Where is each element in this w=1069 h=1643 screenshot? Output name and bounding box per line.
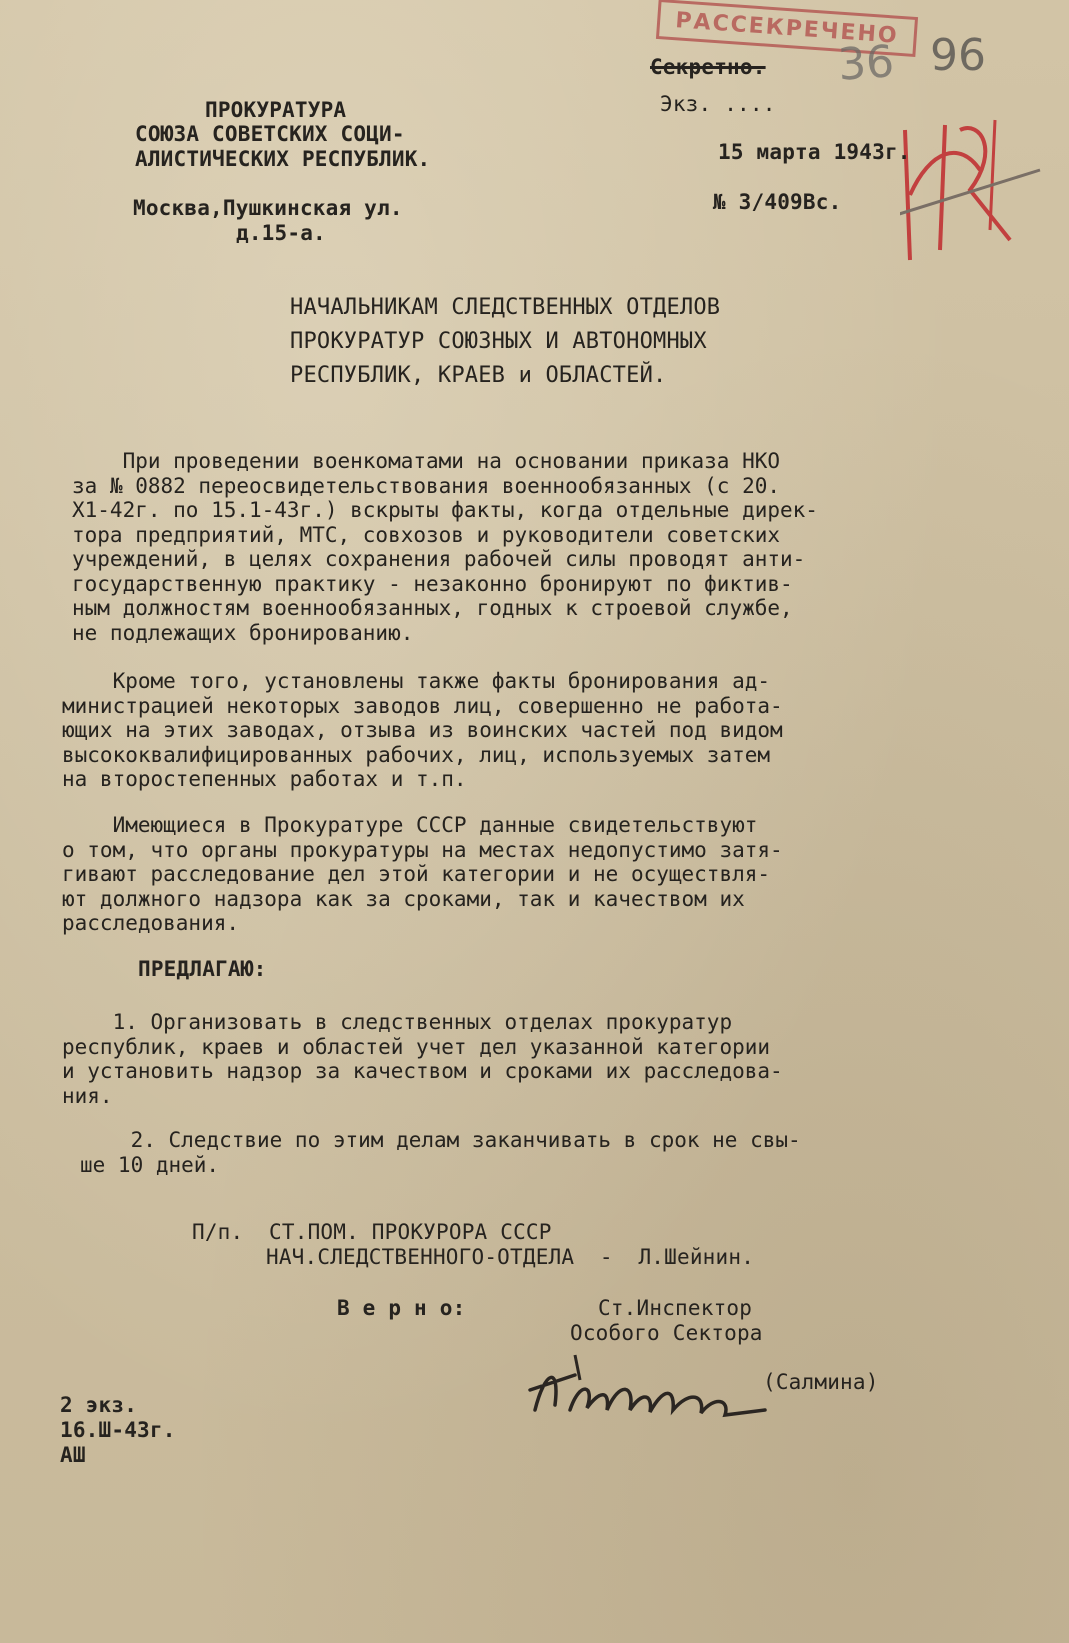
classification-label: Секретно. <box>650 55 766 79</box>
proposal-item-1: 1. Организовать в следственных отделах прокуратур республик, краев и областей учет дел указанной категории и установить надзор за качеством и сроками их расследова- ния. <box>62 1010 783 1108</box>
document-date: 15 марта 1943г. <box>718 140 911 164</box>
inspector-title-2: Особого Сектора <box>570 1321 763 1345</box>
proposal-item-2: 2. Следствие по этим делам заканчивать в срок не свы- ше 10 дней. <box>80 1128 801 1177</box>
declassified-stamp: РАССЕКРЕЧЕНО <box>656 0 918 57</box>
footer-date: 16.Ш-43г. <box>60 1418 176 1442</box>
inspector-title-1: Ст.Инспектор <box>598 1296 753 1320</box>
sender-line-3: АЛИСТИЧЕСКИХ РЕСПУБЛИК. <box>135 147 431 171</box>
paragraph-1: При проведении военкоматами на основании приказа НКО за № 0882 переосвидетельствования военнообязанных (с 20. Х1-42г. по 15.1-43г.) вскрыты факты, когда отдельные дирек- тора предприятий, МТС, совхозов и руководители советских учреждений, в целях сохранения рабочей силы проводят анти- государственную практику - незаконно бронируют по фиктив- ным должностям военнообязанных, годных к строевой службе, не подлежащих бронированию. <box>72 449 818 645</box>
sender-line-1: ПРОКУРАТУРА <box>205 98 347 122</box>
sender-address-2: д.15-а. <box>236 221 326 245</box>
reference-number: № 3/409Вс. <box>713 190 842 214</box>
verified-label: В е р н о: <box>337 1296 466 1320</box>
archive-number-left: 36 <box>836 36 896 91</box>
proposal-heading: ПРЕДЛАГАЮ: <box>138 957 267 981</box>
footer-copies: 2 экз. <box>60 1393 138 1417</box>
paragraph-3: Имеющиеся в Прокуратуре СССР данные свидетельствуют о том, что органы прокуратуры на местах недопустимо затя- гивают расследование дел этой категории и не осуществля- ют должного надзора как за сроками, так и качеством их расследования. <box>62 813 783 935</box>
sender-line-2: СОЮЗА СОВЕТСКИХ СОЦИ- <box>135 122 405 146</box>
archive-number-right: 96 <box>930 30 986 81</box>
addressee-line-3: РЕСПУБЛИК, КРАЕВ и ОБЛАСТЕЙ. <box>290 363 667 388</box>
signatory-title-2: НАЧ.СЛЕДСТВЕННОГО-ОТДЕЛА - Л.Шейнин. <box>266 1245 755 1269</box>
paragraph-2: Кроме того, установлены также факты бронирования ад- министрацией некоторых заводов лиц, совершенно не работа- ющих на этих заводах, отзыва из воинских частей под видом высококвалифицированных рабочих, лиц, используемых затем на второстепенных работах и т.п. <box>62 669 783 791</box>
copy-number: Экз. .... <box>660 92 776 116</box>
addressee-line-2: ПРОКУРАТУР СОЮЗНЫХ И АВТОНОМНЫХ <box>290 329 707 354</box>
red-pencil-mark-icon <box>900 110 1050 280</box>
signatory-title-1: П/п. СТ.ПОМ. ПРОКУРОРА СССР <box>192 1220 552 1244</box>
sender-address-1: Москва,Пушкинская ул. <box>133 196 403 220</box>
handwritten-signature-icon <box>525 1350 775 1435</box>
footer-initials: АШ <box>60 1443 86 1467</box>
inspector-name: (Салмина) <box>763 1370 879 1394</box>
addressee-line-1: НАЧАЛЬНИКАМ СЛЕДСТВЕННЫХ ОТДЕЛОВ <box>290 295 721 320</box>
